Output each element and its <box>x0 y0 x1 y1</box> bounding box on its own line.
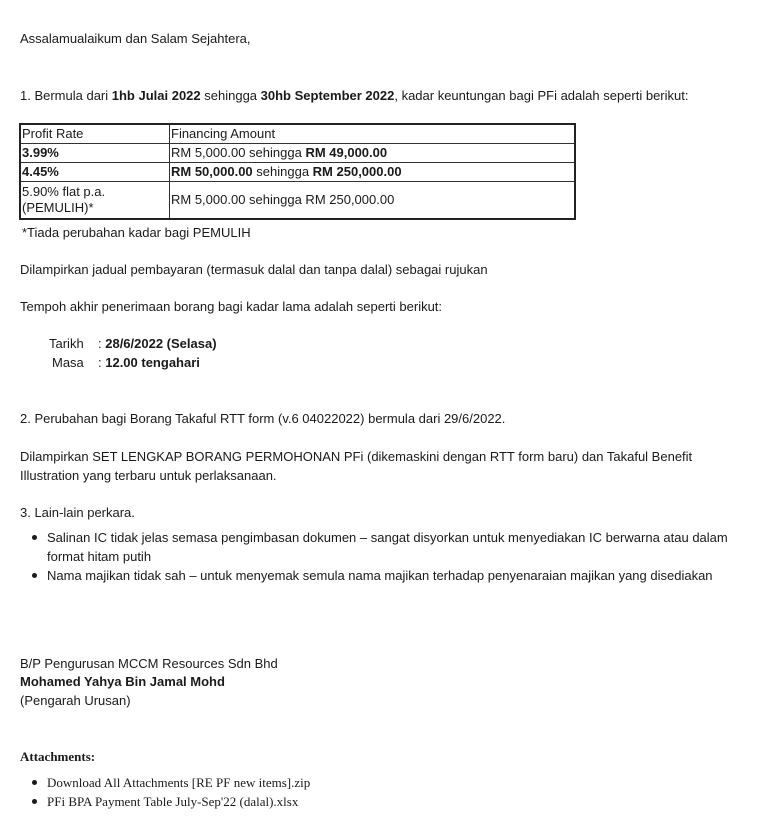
attachment-set-line-2: Illustration yang terbaru untuk perlaksanaan. <box>20 468 277 483</box>
signature-title: (Pengarah Urusan) <box>20 693 131 708</box>
list-item-line: format hitam putih <box>47 549 152 564</box>
amount-bold: RM 250,000.00 <box>312 164 402 179</box>
header-financing-amount: Financing Amount <box>170 124 576 144</box>
deadline-time <box>52 353 200 372</box>
attachment-download-all-link[interactable]: Download All Attachments [RE PF new items].zip <box>20 773 310 792</box>
section-1-post: , kadar keuntungan bagi PFi adalah seperti berikut: <box>394 88 689 103</box>
section-2-text: 2. Perubahan bagi Borang Takaful RTT form (v.6 04022022) bermula dari 29/6/2022. <box>20 411 506 426</box>
rate-cell <box>20 182 170 220</box>
date-label: Tarikh <box>49 336 84 351</box>
separator: : <box>98 336 106 351</box>
payment-schedule-text: Dilampirkan jadual pembayaran (termasuk dalal dan tanpa dalal) sebagai rujukan <box>20 262 488 277</box>
list-item-line: Salinan IC tidak jelas semasa pengimbasan dokumen – sangat disyorkan untuk menyediakan IC berwarna atau dalam <box>47 530 728 545</box>
separator: : <box>98 355 106 370</box>
date-value: 28/6/2022 (Selasa) <box>105 336 217 351</box>
signature-name: Mohamed Yahya Bin Jamal Mohd <box>20 674 225 689</box>
time-label: Masa <box>52 355 84 370</box>
date-end: 30hb September 2022 <box>260 88 395 103</box>
table-note: *Tiada perubahan kadar bagi PEMULIH <box>22 225 251 240</box>
table-row <box>20 163 575 182</box>
time-value: 12.00 tengahari <box>105 355 200 370</box>
amount-cell: RM 5,000.00 sehingga RM 250,000.00 <box>170 182 576 220</box>
list-item-line: Nama majikan tidak sah – untuk menyemak semula nama majikan terhadap penyenaraian majikan yang disediakan <box>47 568 713 583</box>
section-1-pre: 1. Bermula dari <box>20 88 112 103</box>
amount-text: RM 5,000.00 sehingga <box>171 145 306 160</box>
rate-value: 3.99% <box>22 145 59 160</box>
rate-value: 5.90% flat p.a. <box>22 184 106 199</box>
attachment-payment-table-link[interactable]: PFi BPA Payment Table July-Sep'22 (dalal).xlsx <box>20 792 310 811</box>
section-1-mid: sehingga <box>200 88 261 103</box>
table-row <box>20 182 575 220</box>
attachments-title: Attachments: <box>20 749 96 764</box>
header-profit-rate: Profit Rate <box>20 124 170 144</box>
deadline-intro: Tempoh akhir penerimaan borang bagi kadar lama adalah seperti berikut: <box>20 299 443 314</box>
table-row <box>20 144 575 163</box>
list-item <box>20 528 728 566</box>
section-3-title: 3. Lain-lain perkara. <box>20 505 135 520</box>
signature-company: B/P Pengurusan MCCM Resources Sdn Bhd <box>20 656 278 671</box>
rate-note: (PEMULIH)* <box>22 200 94 215</box>
attachments-list <box>20 773 310 811</box>
table-header-row <box>20 124 575 144</box>
amount-bold: RM 49,000.00 <box>305 145 388 160</box>
amount-bold: RM 50,000.00 <box>171 164 253 179</box>
rate-cell <box>20 144 170 163</box>
amount-cell <box>170 144 576 163</box>
attachment-set-line-1: Dilampirkan SET LENGKAP BORANG PERMOHONAN PFi (dikemaskini dengan RTT form baru) dan Takaful Benefit <box>20 449 693 464</box>
list-item <box>20 566 728 585</box>
rate-value: 4.45% <box>22 164 59 179</box>
section-3-list <box>20 528 728 585</box>
section-1-text <box>20 86 688 105</box>
amount-cell <box>170 163 576 182</box>
deadline-date <box>49 334 217 353</box>
date-start: 1hb Julai 2022 <box>111 88 201 103</box>
rate-cell <box>20 163 170 182</box>
profit-rate-table <box>19 123 576 220</box>
greeting: Assalamualaikum dan Salam Sejahtera, <box>20 31 251 46</box>
amount-text: sehingga <box>252 164 313 179</box>
